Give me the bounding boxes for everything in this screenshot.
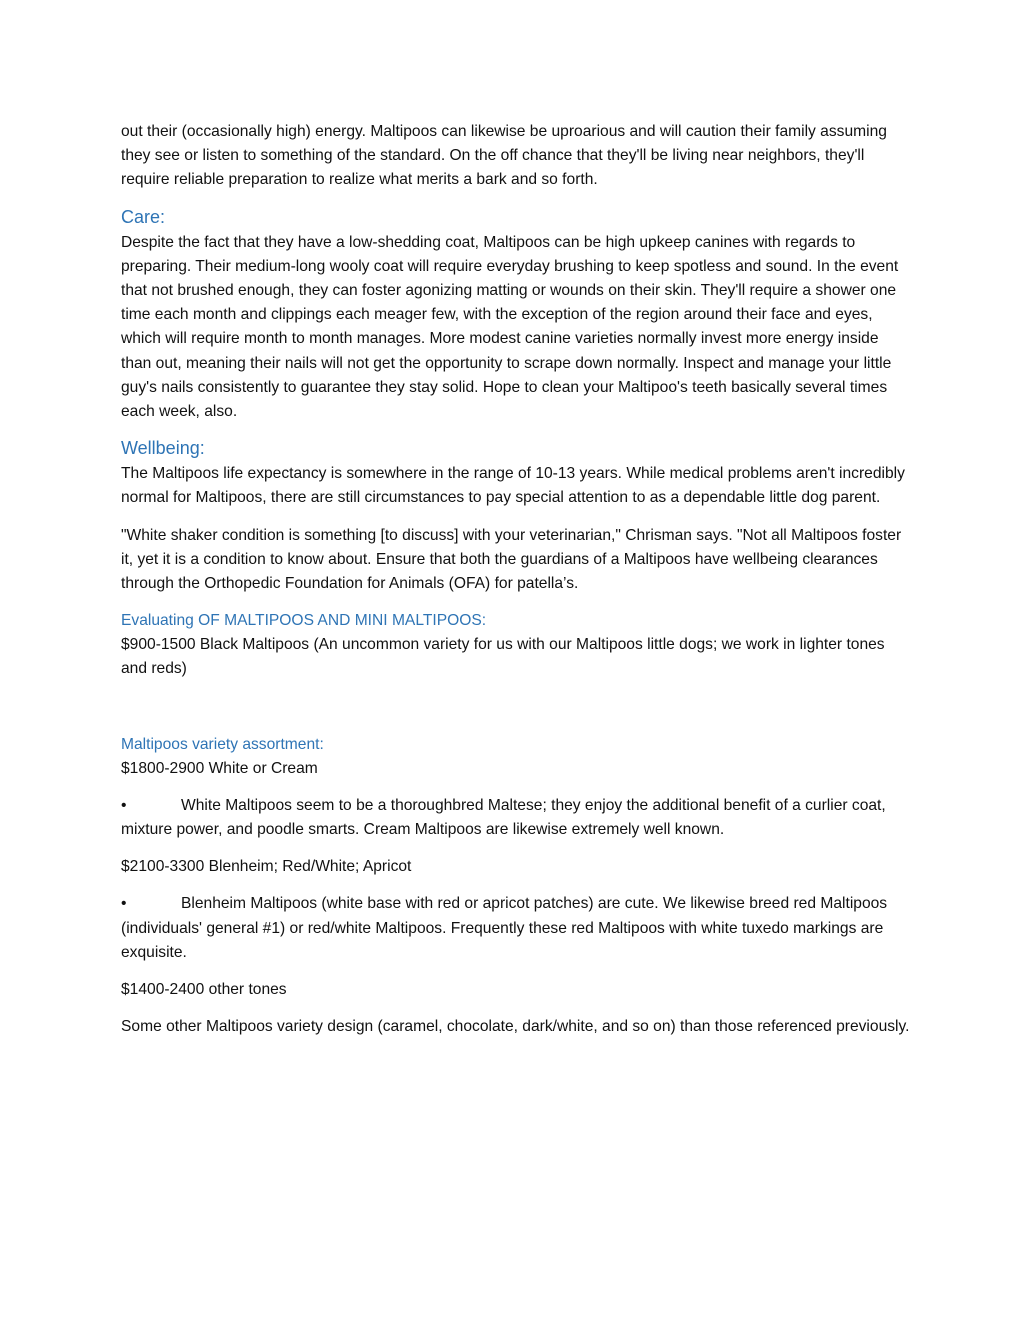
closing-paragraph: Some other Maltipoos variety design (caramel, chocolate, dark/white, and so on) than those referenced previously. bbox=[121, 1018, 910, 1036]
bullet-text: Blenheim Maltipoos (white base with red or apricot patches) are cute. We likewise breed red Maltipoos (individuals' general #1) or red/white Maltipoos. Frequently these red Maltipoos with white tuxedo markings are exquisite. bbox=[121, 895, 888, 961]
bullet-blenheim-maltipoos bbox=[121, 892, 911, 965]
document-page bbox=[121, 120, 911, 1039]
care-heading: Care: bbox=[121, 206, 166, 227]
wellbeing-heading: Wellbeing: bbox=[121, 438, 205, 459]
evaluating-paragraph: $900-1500 Black Maltipoos (An uncommon variety for us with our Maltipoos little dogs; we work in lighter tones and reds) bbox=[121, 636, 885, 678]
care-paragraph: Despite the fact that they have a low-shedding coat, Maltipoos can be high upkeep canines with regards to preparing. Their medium-long wooly coat will require everyday brushing to keep spotless and sound. In the event that not brushed enough, they can foster agonizing matting or wounds on their skin. They'll require a shower one time each month and clippings each meager few, with the exception of the region around their face and eyes, which will require month to month manages. More modest canine varieties normally invest more energy inside than out, meaning their nails will not get the opportunity to scrape down normally. Inspect and manage your little guy's nails consistently to guarantee they stay solid. Hope to clean your Maltipoo's teeth basically several times each week, also. bbox=[121, 233, 899, 421]
price-white-cream: $1800-2900 White or Cream bbox=[121, 759, 318, 777]
wellbeing-paragraph-2: "White shaker condition is something [to discuss] with your veterinarian," Chrisman says. "Not all Maltipoos foster it, yet it is a condition to know about. Ensure that both the guardians of a Maltipoos have wellbeing clearances through the Orthopedic Foundation for Animals (OFA) for patella’s. bbox=[121, 526, 902, 593]
assortment-heading: Maltipoos variety assortment: bbox=[121, 735, 324, 753]
wellbeing-paragraph-1: The Maltipoos life expectancy is somewhere in the range of 10-13 years. While medical problems aren't incredibly normal for Maltipoos, there are still circumstances to pay special attention to as a dependable little dog parent. bbox=[121, 465, 905, 507]
price-other-tones: $1400-2400 other tones bbox=[121, 981, 287, 999]
bullet-icon: • bbox=[121, 796, 127, 814]
intro-paragraph: out their (occasionally high) energy. Maltipoos can likewise be uproarious and will caution their family assuming they see or listen to something of the standard. On the off chance that they'll be living near neighbors, they'll require reliable preparation to realize what merits a bark and so forth. bbox=[121, 123, 887, 189]
bullet-white-maltipoos bbox=[121, 794, 911, 842]
bullet-text: White Maltipoos seem to be a thoroughbred Maltese; they enjoy the additional benefit of a curlier coat, mixture power, and poodle smarts. Cream Maltipoos are likewise extremely well known. bbox=[121, 796, 886, 839]
evaluating-heading: Evaluating OF MALTIPOOS AND MINI MALTIPOOS: bbox=[121, 612, 487, 630]
section-spacer bbox=[121, 682, 911, 733]
bullet-icon: • bbox=[121, 895, 127, 913]
price-blenheim: $2100-3300 Blenheim; Red/White; Apricot bbox=[121, 858, 412, 876]
